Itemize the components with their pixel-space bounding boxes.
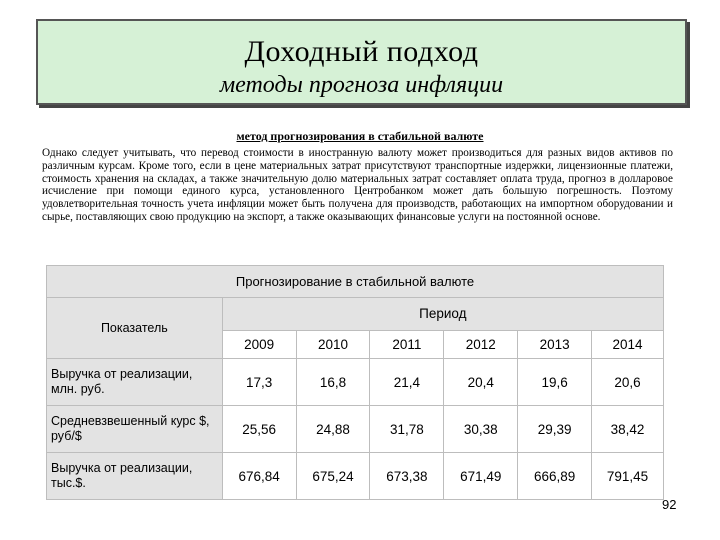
value-cell: 791,45	[592, 453, 664, 500]
year-cell: 2014	[592, 330, 664, 358]
value-cell: 20,4	[444, 359, 518, 406]
forecast-table	[46, 265, 664, 500]
row-label: Выручка от реализации, тыс.$.	[47, 453, 223, 500]
indicator-header: Показатель	[47, 298, 223, 359]
title-banner	[36, 19, 687, 105]
row-label: Выручка от реализации, млн. руб.	[47, 359, 223, 406]
page-number: 92	[662, 497, 677, 512]
table-caption: Прогнозирование в стабильной валюте	[47, 266, 664, 298]
value-cell: 671,49	[444, 453, 518, 500]
value-cell: 29,39	[518, 406, 592, 453]
year-cell: 2012	[444, 330, 518, 358]
value-cell: 24,88	[296, 406, 370, 453]
year-cell: 2010	[296, 330, 370, 358]
body-paragraph: Однако следует учитывать, что перевод стоимости в иностранную валюту может производиться для разных видов активов по различным курсам. Кроме того, если в цене материальных затрат присутствуют транспортные издержки, лицензионные платежи, стоимость хранения на складах, а также значительную долю материальных затрат составляет оплата труда, прогноз в долларовое исчисление при помощи единого курса, установленного Центробанком может дать большую погрешность. Поэтому удовлетворительная точность учета инфляции может быть получена для производств, работающих на импортном оборудовании и сырье, поставляющих свою продукцию на экспорт, а также оказывающих финансовые услуги на постоянной основе.	[42, 147, 673, 223]
value-cell: 17,3	[222, 359, 296, 406]
value-cell: 21,4	[370, 359, 444, 406]
value-cell: 19,6	[518, 359, 592, 406]
value-cell: 673,38	[370, 453, 444, 500]
value-cell: 675,24	[296, 453, 370, 500]
table-row	[47, 406, 664, 453]
value-cell: 666,89	[518, 453, 592, 500]
period-header: Период	[222, 298, 663, 331]
value-cell: 31,78	[370, 406, 444, 453]
value-cell: 38,42	[592, 406, 664, 453]
table-row	[47, 453, 664, 500]
value-cell: 25,56	[222, 406, 296, 453]
value-cell: 30,38	[444, 406, 518, 453]
year-cell: 2013	[518, 330, 592, 358]
section-heading: метод прогнозирования в стабильной валюте	[236, 129, 484, 143]
value-cell: 16,8	[296, 359, 370, 406]
slide-title: Доходный подход	[244, 35, 479, 68]
year-cell: 2009	[222, 330, 296, 358]
slide-subtitle: методы прогноза инфляции	[219, 72, 504, 98]
year-cell: 2011	[370, 330, 444, 358]
row-label: Средневзвешенный курс $, руб/$	[47, 406, 223, 453]
value-cell: 676,84	[222, 453, 296, 500]
table-row	[47, 359, 664, 406]
value-cell: 20,6	[592, 359, 664, 406]
